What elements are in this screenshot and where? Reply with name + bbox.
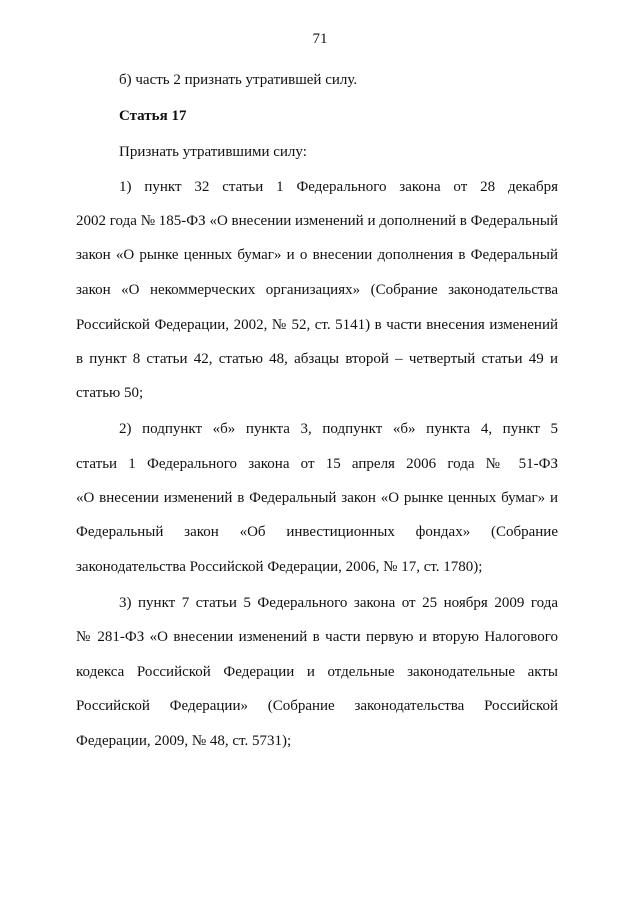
item2-line-1: 2) подпункт «б» пункта 3, подпункт «б» пункта 4, пункт 5 — [119, 421, 558, 437]
item1-line-4: закон «О некоммерческих организациях» (Собрание законодательства — [76, 282, 558, 298]
item3-line-4: Российской Федерации» (Собрание законодательства Российской — [76, 698, 558, 714]
item2-line-3: «О внесении изменений в Федеральный закон «О рынке ценных бумаг» и — [76, 490, 558, 506]
item3-line-3: кодекса Российской Федерации и отдельные законодательные акты — [76, 664, 558, 680]
item1-line-5: Российской Федерации, 2002, № 52, ст. 5141) в части внесения изменений — [76, 317, 558, 333]
item1-line-7: статью 50; — [76, 385, 144, 401]
item3-line-2: № 281-ФЗ «О внесении изменений в части первую и вторую Налогового — [76, 629, 558, 645]
item1-line-1: 1) пункт 32 статьи 1 Федерального закона от 28 декабря — [119, 179, 558, 195]
item2-line-4: Федеральный закон «Об инвестиционных фондах» (Собрание — [76, 524, 558, 540]
article-heading: Статья 17 — [119, 108, 187, 124]
page-number: 71 — [312, 31, 328, 47]
item3-line-5: Федерации, 2009, № 48, ст. 5731); — [76, 733, 292, 749]
intro-text: Признать утратившими силу: — [119, 144, 307, 160]
item1-line-2: 2002 года № 185-ФЗ «О внесении изменений и дополнений в Федеральный — [76, 213, 558, 229]
item1-line-6: в пункт 8 статьи 42, статью 48, абзацы второй – четвертый статьи 49 и — [76, 351, 558, 367]
item2-line-5: законодательства Российской Федерации, 2006, № 17, ст. 1780); — [76, 559, 483, 575]
paragraph-b: б) часть 2 признать утратившей силу. — [119, 72, 358, 88]
item1-line-3: закон «О рынке ценных бумаг» и о внесении дополнения в Федеральный — [76, 247, 558, 263]
item3-line-1: 3) пункт 7 статьи 5 Федерального закона от 25 ноября 2009 года — [119, 595, 558, 611]
item2-line-2: статьи 1 Федерального закона от 15 апреля 2006 года № 51-ФЗ — [76, 456, 558, 472]
